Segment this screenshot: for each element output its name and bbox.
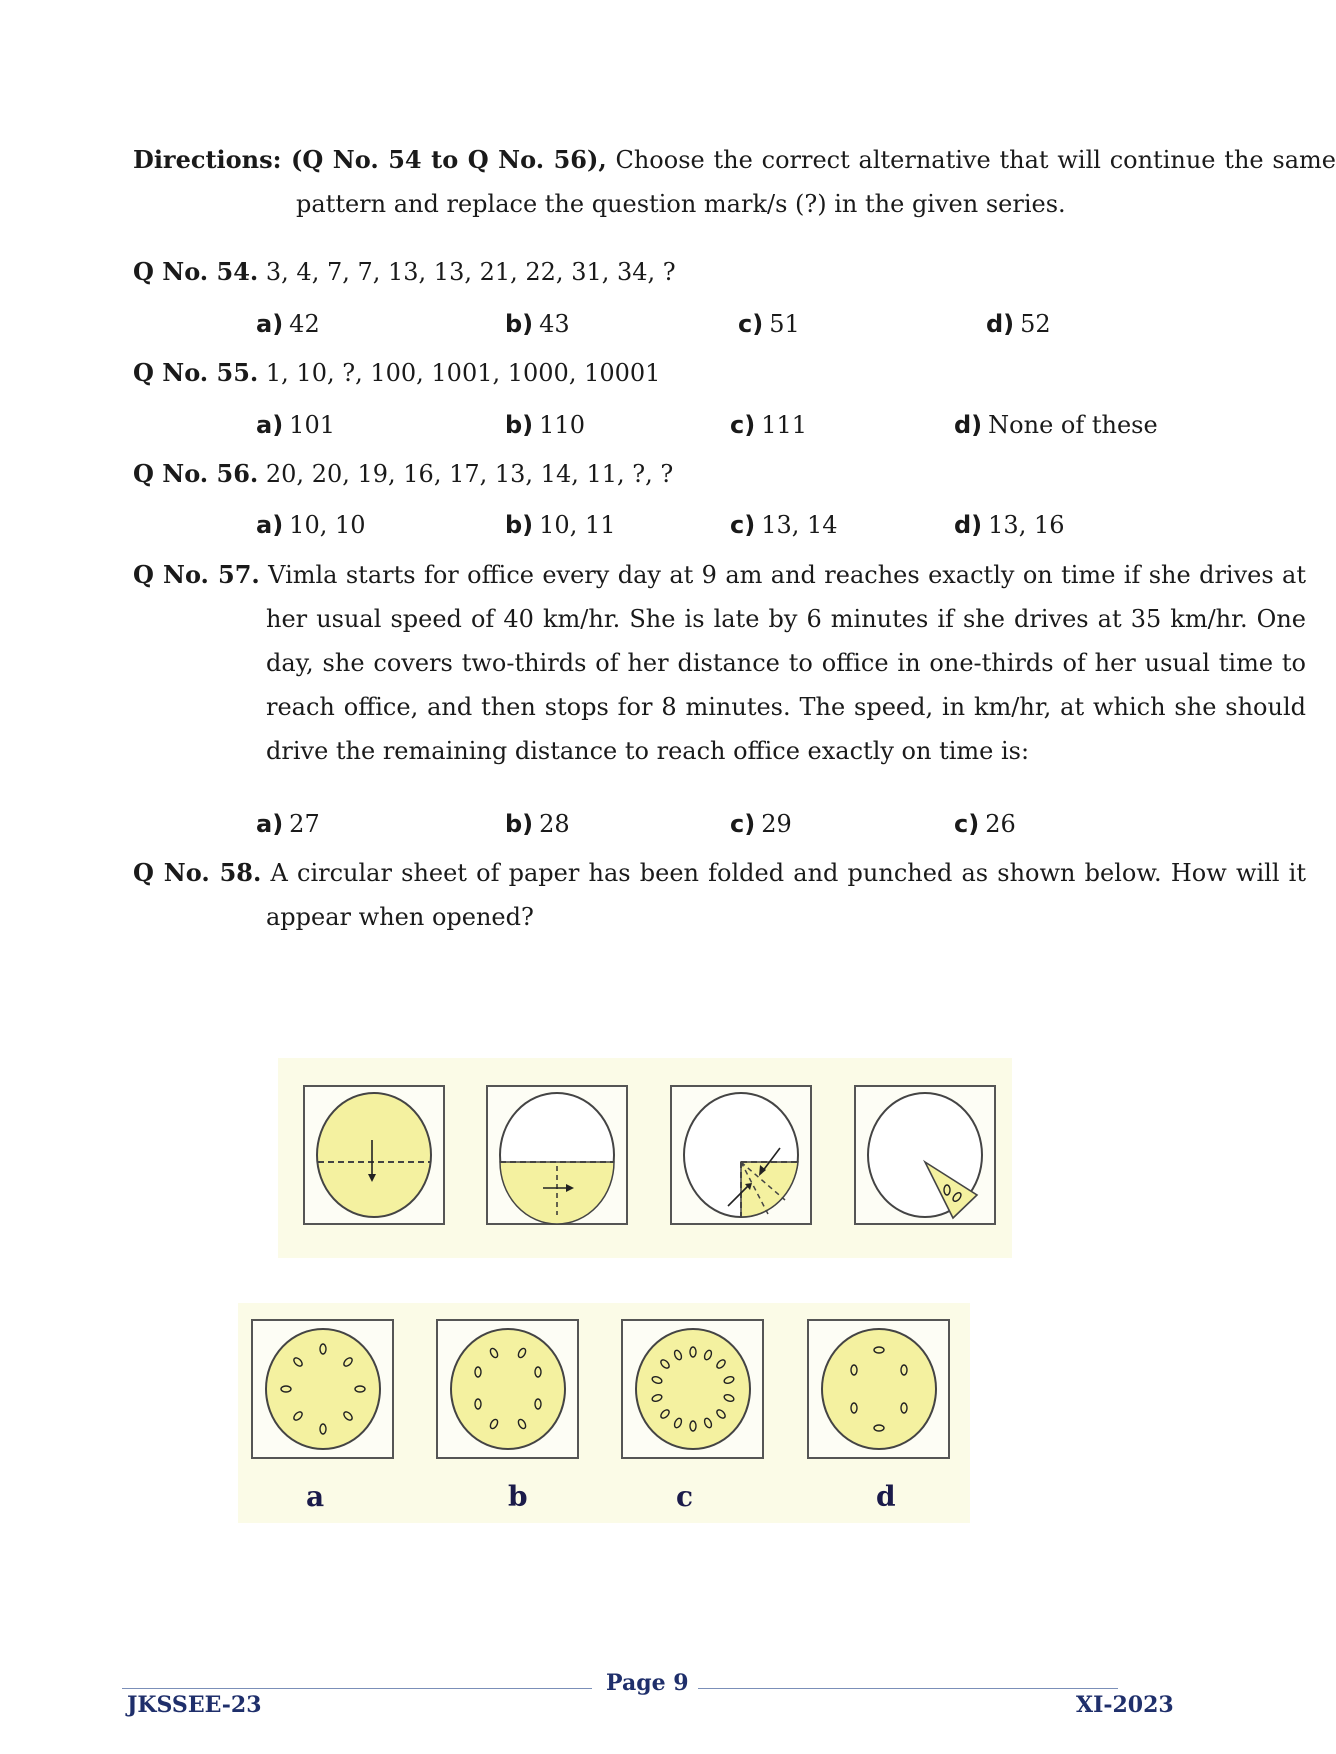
answer-label-c: c <box>676 1480 694 1513</box>
question-56-label: Q No. 56. <box>133 459 259 488</box>
option-d[interactable]: d) 52 <box>986 310 1051 338</box>
question-58-text: A circular sheet of paper has been folded and punched as shown below. How will it appear when opened? <box>266 859 1306 931</box>
answer-figure-a[interactable] <box>252 1320 393 1458</box>
option-b[interactable]: b) 10, 11 <box>505 511 616 539</box>
question-54-text: 3, 4, 7, 7, 13, 13, 21, 22, 31, 34, ? <box>265 258 676 286</box>
question-55-label: Q No. 55. <box>133 358 259 387</box>
option-a[interactable]: a) 101 <box>256 411 335 439</box>
option-c[interactable]: c) 13, 14 <box>730 511 838 539</box>
option-b[interactable]: b) 110 <box>505 411 585 439</box>
option-a[interactable]: a) 42 <box>256 310 320 338</box>
option-b[interactable]: b) 28 <box>505 810 570 838</box>
question-57-label: Q No. 57. <box>133 560 260 589</box>
directions-text: Choose the correct alternative that will continue the same pattern and replace the question mark/s (?) in the given series. <box>296 146 1336 218</box>
footer-class-year: XI-2023 <box>1076 1692 1174 1718</box>
option-a[interactable]: a) 27 <box>256 810 320 838</box>
option-c[interactable]: c) 111 <box>730 411 808 439</box>
option-d[interactable]: d) 13, 16 <box>954 511 1065 539</box>
option-a[interactable]: a) 10, 10 <box>256 511 366 539</box>
answer-label-d: d <box>876 1480 896 1513</box>
answer-figure-b[interactable] <box>437 1320 578 1458</box>
footer-exam-code: JKSSEE-23 <box>127 1692 262 1718</box>
answer-figure-d[interactable] <box>808 1320 949 1458</box>
answer-label-b: b <box>508 1480 528 1513</box>
question-55-text: 1, 10, ?, 100, 1001, 1000, 10001 <box>265 359 661 387</box>
footer-divider-left <box>122 1688 592 1689</box>
directions-label: Directions: (Q No. 54 to Q No. 56), <box>133 145 607 174</box>
question-58-label: Q No. 58. <box>133 858 262 887</box>
answer-label-a: a <box>306 1480 325 1513</box>
footer-page-number: Page 9 <box>606 1670 689 1696</box>
question-57-text: Vimla starts for office every day at 9 am and reaches exactly on time if she drives at her usual speed of 40 km/hr. She is late by 6 minutes if she drives at 35 km/hr. One day, she covers two-thirds of her distance to office in one-thirds of her usual time to reach office, and then stops for 8 minutes. The speed, in km/hr, at which she should drive the remaining distance to reach office exactly on time is: <box>266 561 1306 765</box>
option-d[interactable]: d) None of these <box>954 411 1158 439</box>
option-c[interactable]: c) 51 <box>738 310 800 338</box>
option-b[interactable]: b) 43 <box>505 310 570 338</box>
option-d[interactable]: c) 26 <box>954 810 1016 838</box>
footer-divider-right <box>698 1688 1118 1689</box>
question-54-label: Q No. 54. <box>133 257 259 286</box>
answer-figure-c[interactable] <box>622 1320 763 1458</box>
option-c[interactable]: c) 29 <box>730 810 792 838</box>
question-56-text: 20, 20, 19, 16, 17, 13, 14, 11, ?, ? <box>265 460 674 488</box>
